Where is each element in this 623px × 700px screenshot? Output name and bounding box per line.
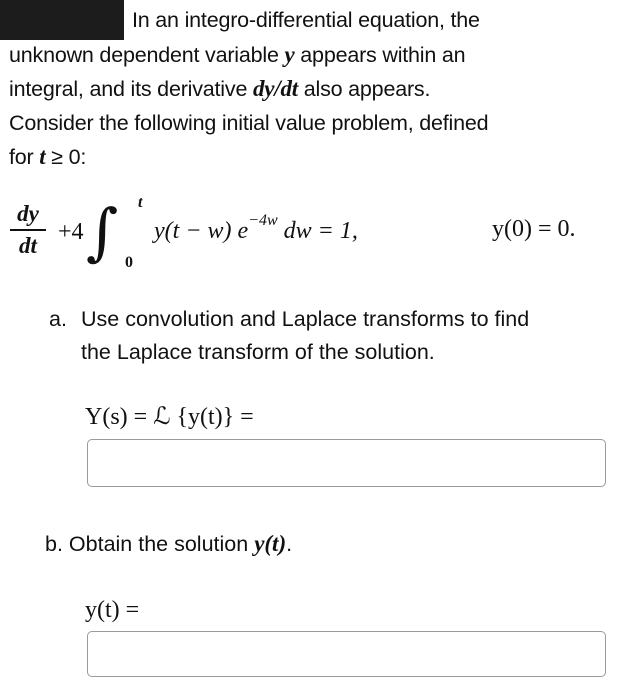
derivative-dy-dt: dy/dt	[252, 76, 298, 101]
part-b-variable: y(t)	[254, 531, 287, 556]
integro-differential-equation	[8, 194, 618, 278]
intro-line-2	[9, 38, 614, 73]
intro-line-4: Consider the following initial value problem, defined	[9, 110, 489, 135]
part-a-answer-input[interactable]	[87, 439, 606, 487]
integral-upper-limit: t	[138, 194, 143, 211]
intro-line-3-b: also appears.	[297, 77, 431, 101]
integrand-dw: dw = 1,	[277, 218, 358, 244]
part-b-label: b.	[45, 532, 63, 556]
fraction-numerator: dy	[17, 201, 39, 226]
intro-line-2-b: appears within an	[294, 42, 466, 67]
intro-line-1: In an integro-differential equation, the	[132, 8, 480, 32]
intro-line-5-b: ≥ 0:	[45, 145, 87, 169]
part-b-text: Obtain the solution	[68, 532, 255, 556]
part-a-text	[81, 303, 529, 369]
integrand	[154, 212, 358, 245]
variable-t: t	[39, 144, 46, 169]
plus-coefficient: +4	[58, 219, 84, 245]
integrand-exp-base: e	[231, 218, 249, 244]
intro-line-3-a: integral, and its derivative	[9, 77, 253, 101]
intro-line-3	[9, 72, 614, 107]
part-b-answer-label: y(t) =	[85, 597, 140, 623]
part-b-answer-input[interactable]	[87, 631, 606, 677]
fraction-denominator: dt	[19, 233, 37, 258]
integral-lower-limit: 0	[125, 254, 133, 271]
integrand-y: y(t − w)	[154, 218, 232, 244]
initial-condition: y(0) = 0.	[492, 216, 576, 242]
intro-line-5-a: for	[9, 145, 40, 169]
integral-sign-icon: ∫	[86, 195, 119, 268]
intro-line-5	[9, 140, 614, 175]
part-a-line-1: Use convolution and Laplace transforms to find	[81, 307, 530, 331]
part-a-line-2: the Laplace transform of the solution.	[81, 340, 435, 364]
part-b-end: .	[286, 532, 293, 556]
part-b-question	[45, 527, 292, 561]
integrand-exponent: −4w	[248, 212, 278, 229]
problem-statement	[9, 4, 614, 175]
variable-y: y	[284, 41, 295, 67]
derivative-fraction	[8, 202, 48, 258]
part-a-label: a.	[49, 307, 67, 331]
part-a-answer-label: Y(s) = ℒ {y(t)} =	[85, 404, 254, 430]
intro-line-2-a: unknown dependent variable	[9, 42, 285, 67]
fraction-bar	[10, 229, 46, 231]
